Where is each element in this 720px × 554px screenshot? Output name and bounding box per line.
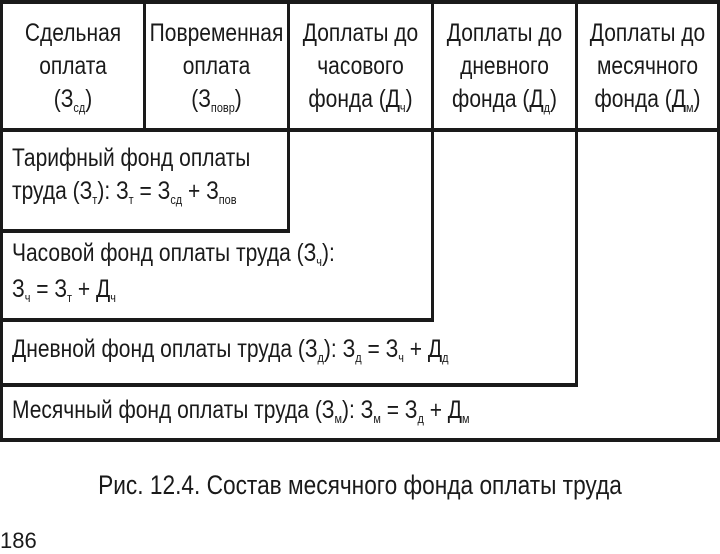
row-monthly-fund xyxy=(12,394,470,430)
header-line: дневного xyxy=(460,52,549,80)
header-line: оплата xyxy=(39,52,107,80)
header-line: Сдельная xyxy=(24,19,122,47)
header-line: Доплаты до xyxy=(446,19,563,47)
page-number: 186 xyxy=(0,528,37,553)
divider-col-1 xyxy=(143,0,146,130)
header-line: $(З_{сд})$ xyxy=(53,85,93,115)
row-hourly-fund xyxy=(12,237,335,309)
header-hourly-surcharges xyxy=(301,10,419,126)
divider-col-3 xyxy=(431,0,434,322)
daily-formula: Дневной фонд оплаты труда $(З_д)$: $З_д = З_ч + Д_д$ xyxy=(12,335,449,365)
header-monthly-surcharges xyxy=(589,10,706,126)
header-time-based-pay xyxy=(149,10,284,126)
divider-col-4 xyxy=(575,0,578,387)
divider-daily xyxy=(0,383,578,387)
header-line: $(З_{повр})$ xyxy=(191,85,242,115)
divider-hourly xyxy=(0,318,434,322)
divider-tariff xyxy=(0,229,290,233)
figure-caption: Рис. 12.4. Состав месячного фонда оплаты труда xyxy=(98,470,622,500)
row-text: Тарифный фонд оплаты xyxy=(12,144,251,172)
header-line: фонда $(Д_ч)$ xyxy=(308,85,413,115)
header-line: часового xyxy=(317,52,404,80)
header-line: фонда $(Д_м)$ xyxy=(594,85,701,115)
header-line: оплата xyxy=(182,52,251,80)
header-line: месячного xyxy=(596,52,699,80)
header-line: Доплаты до xyxy=(302,19,419,47)
hourly-formula: $З_ч = З_т + Д_ч$ xyxy=(12,275,116,305)
monthly-formula: Месячный фонд оплаты труда $(З_м)$: $З_м = З_д + Д_м$ xyxy=(12,396,470,426)
border-left xyxy=(0,0,3,442)
header-line: фонда $(Д_д)$ xyxy=(452,85,557,115)
row-tariff-fund xyxy=(12,142,250,211)
divider-top xyxy=(0,0,720,4)
row-text: Часовой фонд оплаты труда $(З_ч)$: xyxy=(12,239,335,269)
header-line: Доплаты до xyxy=(589,19,706,47)
divider-header xyxy=(0,128,720,132)
header-line: Повременная xyxy=(149,19,284,47)
tariff-formula: труда $(З_т)$: $З_т = З_{сд} + З_{пов}$ xyxy=(12,177,237,207)
row-daily-fund xyxy=(12,333,448,369)
header-piecework-pay xyxy=(14,10,132,126)
divider-bottom xyxy=(0,438,720,442)
divider-col-2 xyxy=(287,0,290,233)
header-daily-surcharges xyxy=(445,10,563,126)
